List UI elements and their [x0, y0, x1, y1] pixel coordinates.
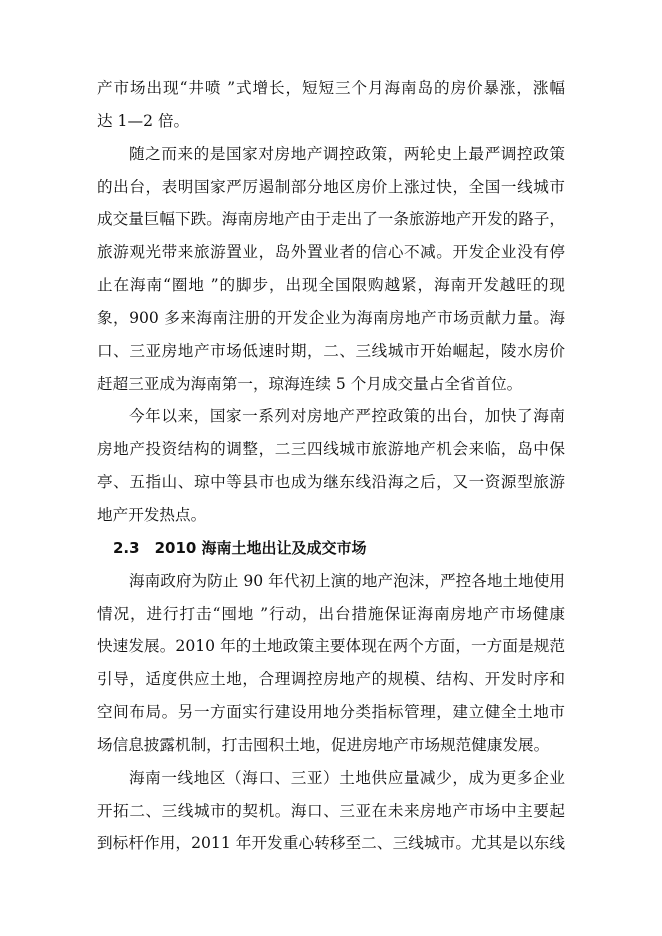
text-line: 达 1—2 倍。: [97, 111, 190, 130]
text-line: 到标杆作用，2011 年开发重心转移至二、三线城市。尤其是以东线: [97, 834, 565, 853]
paragraph-start-line: 海南政府为防止 90 年代初上演的地产泡沫，严控各地土地使用: [129, 571, 565, 590]
text-line: 赶超三亚成为海南第一，琼海连续 5 个月成交量占全省首位。: [97, 374, 523, 393]
text-line: 口、三亚房地产市场低速时期，二、三线城市开始崛起，陵水房价: [97, 341, 565, 360]
text-line: 产市场出现“井喷 ”式增长，短短三个月海南岛的房价暴涨，涨幅: [97, 79, 565, 97]
paragraph-start-line: 随之而来的是国家对房地产调控政策，两轮史上最严调控政策: [129, 144, 565, 163]
text-line: 场信息披露机制，打击囤积土地，促进房地产市场规范健康发展。: [97, 735, 550, 754]
section-heading: 2.3 2010 海南土地出让及成交市场: [113, 538, 367, 557]
paragraph-start-line: 海南一线地区（海口、三亚）土地供应量减少，成为更多企业: [129, 768, 565, 787]
text-line: 止在海南“圈地 ”的脚步，出现全国限购越紧，海南开发越旺的现: [97, 276, 565, 295]
text-line: 地产开发热点。: [97, 505, 207, 524]
text-line: 的出台，表明国家严厉遏制部分地区房价上涨过快，全国一线城市: [97, 177, 565, 196]
text-line: 房地产投资结构的调整，二三四线城市旅游地产机会来临，岛中保: [97, 440, 565, 459]
text-line: 情况，进行打击“囤地 ”行动，出台措施保证海南房地产市场健康: [97, 604, 565, 623]
text-line: 开拓二、三线城市的契机。海口、三亚在未来房地产市场中主要起: [97, 801, 565, 820]
text-line: 空间布局。另一方面实行建设用地分类指标管理，建立健全土地市: [97, 703, 565, 722]
body-text: [97, 72, 565, 860]
text-line: 象，900 多来海南注册的开发企业为海南房地产市场贡献力量。海: [97, 308, 565, 327]
paragraph-start-line: 今年以来，国家一系列对房地产严控政策的出台，加快了海南: [129, 407, 565, 426]
text-line: 旅游观光带来旅游置业，岛外置业者的信心不减。开发企业没有停: [97, 243, 565, 262]
text-line: 亭、五指山、琼中等县市也成为继东线沿海之后，又一资源型旅游: [97, 473, 565, 492]
text-line: 引导，适度供应土地，合理调控房地产的规模、结构、开发时序和: [97, 670, 565, 689]
text-line: 成交量巨幅下跌。海南房地产由于走出了一条旅游地产开发的路子，: [97, 210, 565, 229]
text-line: 快速发展。2010 年的土地政策主要体现在两个方面，一方面是规范: [97, 637, 565, 656]
